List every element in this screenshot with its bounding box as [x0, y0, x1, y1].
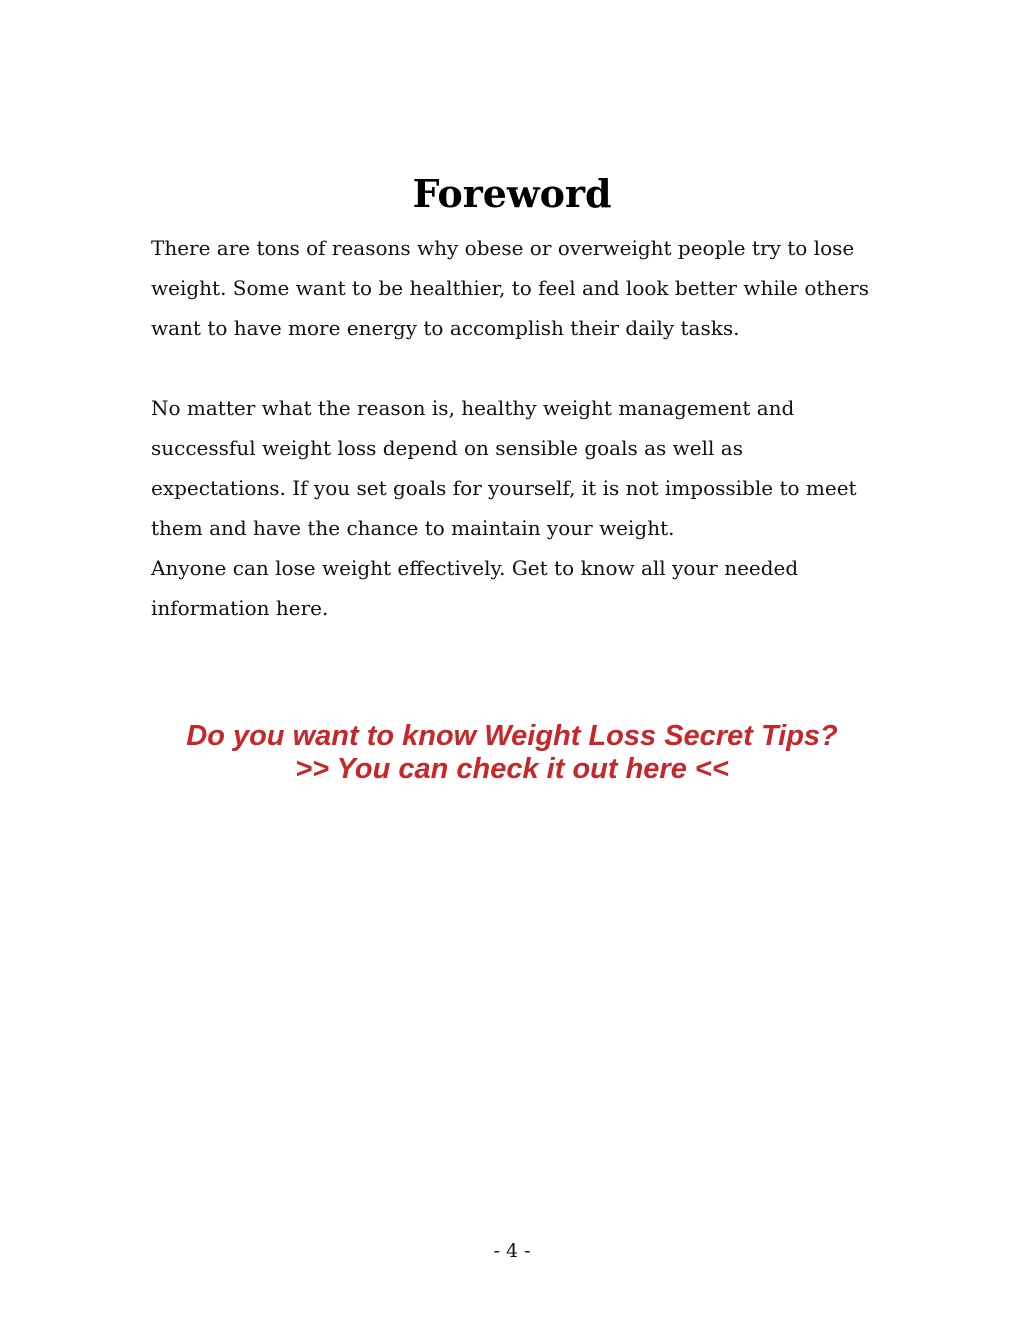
- paragraph-line: information here.: [151, 596, 329, 620]
- promo-headline[interactable]: Do you want to know Weight Loss Secret Tips?: [186, 720, 838, 752]
- foreword-paragraph-3: [151, 548, 891, 628]
- foreword-paragraph-2: [151, 388, 891, 548]
- paragraph-line: Anyone can lose weight effectively. Get to know all your needed: [151, 556, 799, 580]
- paragraph-line: successful weight loss depend on sensible goals as well as: [151, 436, 743, 460]
- promo-block: [0, 720, 1024, 786]
- paragraph-line: expectations. If you set goals for yourself, it is not impossible to meet: [151, 476, 857, 500]
- paragraph-line: weight. Some want to be healthier, to feel and look better while others: [151, 276, 869, 300]
- page-number: - 4 -: [493, 1240, 531, 1262]
- paragraph-line: them and have the chance to maintain your weight.: [151, 516, 675, 540]
- page-title: Foreword: [412, 171, 612, 216]
- paragraph-line: want to have more energy to accomplish their daily tasks.: [151, 316, 740, 340]
- foreword-paragraph-1: [151, 228, 891, 348]
- paragraph-line: There are tons of reasons why obese or overweight people try to lose: [151, 236, 855, 260]
- promo-link[interactable]: >> You can check it out here <<: [295, 753, 729, 785]
- paragraph-line: No matter what the reason is, healthy weight management and: [151, 396, 795, 420]
